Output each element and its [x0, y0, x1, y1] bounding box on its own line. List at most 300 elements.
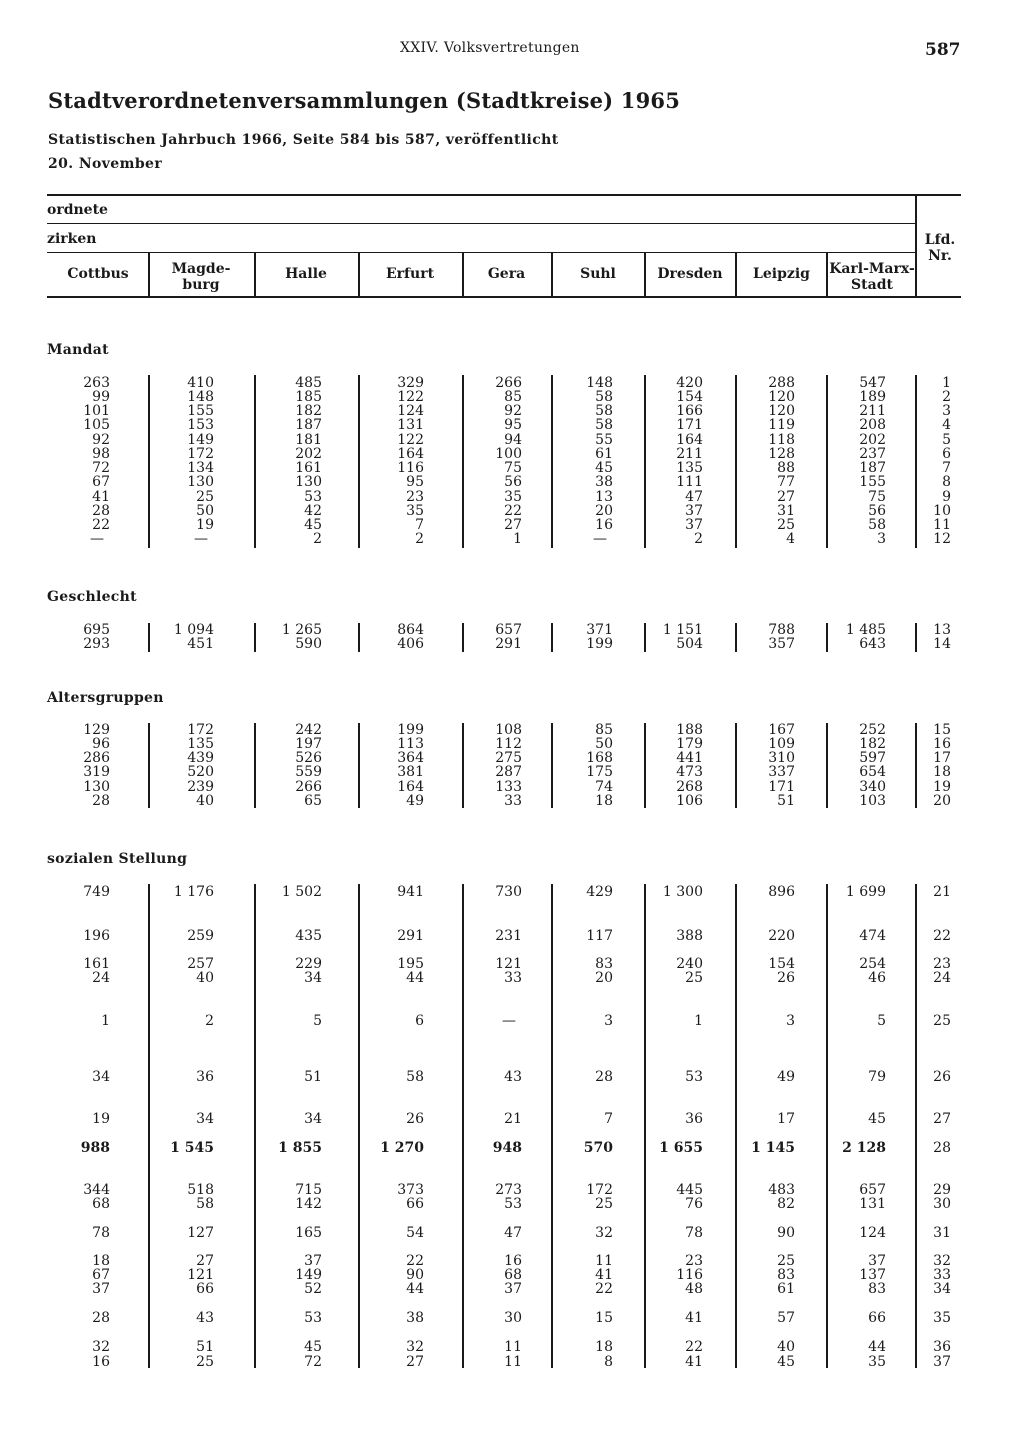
column-separator: [254, 723, 256, 808]
table-cell: 25: [685, 970, 703, 986]
table-cell: 58: [868, 517, 886, 533]
table-cell: 16: [92, 1354, 110, 1370]
table-cell: 78: [92, 1225, 110, 1241]
table-cell: 547: [859, 375, 886, 391]
table-cell: 49: [777, 1069, 795, 1085]
table-cell: 185: [295, 389, 322, 405]
table-cell: 381: [397, 764, 424, 780]
table-cell: 643: [859, 636, 886, 652]
table-cell: 131: [859, 1196, 886, 1212]
table-cell: 474: [859, 928, 886, 944]
table-cell: 263: [83, 375, 110, 391]
table-cell: 2: [415, 531, 424, 547]
table-cell: 5: [877, 1013, 886, 1029]
table-cell: 58: [595, 417, 613, 433]
table-cell: —: [502, 1013, 516, 1029]
table-cell: 18: [595, 1339, 613, 1355]
table-cell: 101: [83, 403, 110, 419]
row-number: 15: [933, 722, 951, 738]
table-cell: 95: [406, 474, 424, 490]
table-cell: 41: [595, 1267, 613, 1283]
table-cell: 11: [595, 1253, 613, 1269]
table-cell: 288: [768, 375, 795, 391]
column-header: [737, 266, 826, 282]
table-cell: 266: [495, 375, 522, 391]
table-cell: 1 699: [845, 884, 886, 900]
column-header-line: burg: [182, 277, 220, 293]
column-separator: [254, 623, 256, 652]
table-cell: 111: [676, 474, 703, 490]
column-separator: [915, 723, 917, 808]
table-cell: 231: [495, 928, 522, 944]
column-separator: [358, 723, 360, 808]
table-cell: 22: [406, 1253, 424, 1269]
table-cell: 329: [397, 375, 424, 391]
lfd-separator: [915, 196, 917, 297]
table-cell: 149: [187, 432, 214, 448]
row-number: 34: [933, 1281, 951, 1297]
table-cell: 340: [859, 779, 886, 795]
table-cell: 40: [196, 793, 214, 809]
row-number: 24: [933, 970, 951, 986]
table-cell: 439: [187, 750, 214, 766]
table-cell: 37: [504, 1281, 522, 1297]
header-rule-1: [47, 223, 915, 224]
table-cell: 1 855: [278, 1140, 322, 1156]
top-rule: [47, 194, 961, 196]
row-number: 6: [942, 446, 951, 462]
table-cell: 34: [92, 1069, 110, 1085]
table-cell: 37: [685, 503, 703, 519]
header-column-separator: [254, 253, 256, 297]
table-cell: 254: [859, 956, 886, 972]
table-cell: 597: [859, 750, 886, 766]
row-number: 12: [933, 531, 951, 547]
table-cell: 373: [397, 1182, 424, 1198]
table-cell: 337: [768, 764, 795, 780]
table-cell: 715: [295, 1182, 322, 1198]
table-cell: 211: [676, 446, 703, 462]
section-label: sozialen Stellung: [47, 851, 188, 867]
table-cell: 124: [859, 1225, 886, 1241]
table-cell: 35: [406, 503, 424, 519]
header-column-separator: [735, 253, 737, 297]
table-cell: 28: [92, 1310, 110, 1326]
table-cell: 53: [304, 1310, 322, 1326]
table-cell: 79: [868, 1069, 886, 1085]
table-cell: 657: [495, 622, 522, 638]
table-cell: 56: [504, 474, 522, 490]
table-cell: —: [593, 531, 607, 547]
table-cell: 286: [83, 750, 110, 766]
table-cell: 133: [495, 779, 522, 795]
row-number: 11: [933, 517, 951, 533]
table-cell: 257: [187, 956, 214, 972]
table-cell: 1 151: [662, 622, 703, 638]
table-cell: 1: [101, 1013, 110, 1029]
column-separator: [148, 884, 150, 1368]
row-number: 36: [933, 1339, 951, 1355]
table-cell: 75: [868, 489, 886, 505]
column-header-line: Cottbus: [67, 266, 129, 282]
table-cell: 32: [595, 1225, 613, 1241]
table-cell: 187: [859, 460, 886, 476]
table-cell: 319: [83, 764, 110, 780]
page-number: 587: [925, 40, 961, 60]
column-separator: [148, 723, 150, 808]
table-cell: 66: [196, 1281, 214, 1297]
column-separator: [915, 375, 917, 548]
table-cell: 2 128: [842, 1140, 886, 1156]
column-separator: [148, 375, 150, 548]
table-cell: 130: [83, 779, 110, 795]
table-cell: 559: [295, 764, 322, 780]
table-cell: 28: [92, 503, 110, 519]
row-number: 37: [933, 1354, 951, 1370]
table-cell: 51: [304, 1069, 322, 1085]
table-cell: 483: [768, 1182, 795, 1198]
table-cell: 371: [586, 622, 613, 638]
table-cell: 1 176: [173, 884, 214, 900]
table-cell: 18: [595, 793, 613, 809]
table-cell: 74: [595, 779, 613, 795]
table-cell: 164: [676, 432, 703, 448]
table-cell: 23: [406, 489, 424, 505]
table-cell: 485: [295, 375, 322, 391]
table-cell: 252: [859, 722, 886, 738]
table-cell: 17: [777, 1111, 795, 1127]
column-header: [255, 266, 357, 282]
table-cell: 58: [595, 389, 613, 405]
table-cell: 105: [83, 417, 110, 433]
table-cell: 520: [187, 764, 214, 780]
header-column-separator: [358, 253, 360, 297]
table-cell: 61: [777, 1281, 795, 1297]
column-header-line: Stadt: [851, 277, 893, 293]
table-cell: 441: [676, 750, 703, 766]
table-cell: 31: [777, 503, 795, 519]
table-cell: 164: [397, 446, 424, 462]
table-cell: 197: [295, 736, 322, 752]
row-number: 2: [942, 389, 951, 405]
table-cell: 196: [83, 928, 110, 944]
table-cell: 657: [859, 1182, 886, 1198]
table-cell: 182: [859, 736, 886, 752]
table-cell: 98: [92, 446, 110, 462]
table-cell: 175: [586, 764, 613, 780]
table-cell: 195: [397, 956, 424, 972]
table-cell: 99: [92, 389, 110, 405]
table-cell: 90: [406, 1267, 424, 1283]
table-cell: 96: [92, 736, 110, 752]
row-number: 20: [933, 793, 951, 809]
table-cell: 121: [187, 1267, 214, 1283]
table-cell: 188: [676, 722, 703, 738]
table-cell: 7: [415, 517, 424, 533]
table-cell: 181: [295, 432, 322, 448]
table-cell: 135: [676, 460, 703, 476]
table-cell: 1: [694, 1013, 703, 1029]
table-cell: 1 270: [380, 1140, 424, 1156]
table-cell: 154: [768, 956, 795, 972]
table-cell: 68: [92, 1196, 110, 1212]
table-cell: 43: [196, 1310, 214, 1326]
table-cell: 16: [504, 1253, 522, 1269]
table-cell: 189: [859, 389, 886, 405]
table-cell: 66: [868, 1310, 886, 1326]
table-cell: 25: [196, 489, 214, 505]
table-cell: 76: [685, 1196, 703, 1212]
table-cell: 49: [406, 793, 424, 809]
table-cell: 108: [495, 722, 522, 738]
table-cell: 11: [504, 1339, 522, 1355]
column-header: [829, 261, 915, 293]
table-cell: 134: [187, 460, 214, 476]
table-cell: 988: [80, 1140, 110, 1156]
table-cell: 172: [586, 1182, 613, 1198]
table-cell: 172: [187, 722, 214, 738]
table-cell: 50: [196, 503, 214, 519]
table-cell: 120: [768, 389, 795, 405]
header-column-separator: [551, 253, 553, 297]
row-number: 30: [933, 1196, 951, 1212]
table-cell: 90: [777, 1225, 795, 1241]
column-header: [150, 261, 252, 293]
table-cell: 1 545: [170, 1140, 214, 1156]
table-cell: 44: [868, 1339, 886, 1355]
table-cell: 48: [685, 1281, 703, 1297]
table-cell: 55: [595, 432, 613, 448]
table-cell: 119: [768, 417, 795, 433]
table-cell: 83: [777, 1267, 795, 1283]
table-cell: 83: [868, 1281, 886, 1297]
table-cell: 28: [92, 793, 110, 809]
table-cell: 33: [504, 793, 522, 809]
column-header: [463, 266, 550, 282]
table-cell: 58: [406, 1069, 424, 1085]
table-cell: 24: [92, 970, 110, 986]
table-cell: 654: [859, 764, 886, 780]
table-cell: 53: [504, 1196, 522, 1212]
table-cell: 51: [777, 793, 795, 809]
table-cell: 36: [685, 1111, 703, 1127]
table-cell: 47: [685, 489, 703, 505]
table-cell: 66: [406, 1196, 424, 1212]
table-cell: 58: [196, 1196, 214, 1212]
table-cell: 103: [859, 793, 886, 809]
table-cell: 19: [92, 1111, 110, 1127]
row-number: 14: [933, 636, 951, 652]
row-number: 35: [933, 1310, 951, 1326]
table-cell: 83: [595, 956, 613, 972]
table-cell: 948: [492, 1140, 522, 1156]
table-cell: 171: [768, 779, 795, 795]
column-header-line: Erfurt: [385, 266, 435, 282]
table-cell: 344: [83, 1182, 110, 1198]
row-number: 23: [933, 956, 951, 972]
row-number: 7: [942, 460, 951, 476]
row-number: 13: [933, 622, 951, 638]
table-cell: 137: [859, 1267, 886, 1283]
table-cell: 45: [868, 1111, 886, 1127]
table-cell: 75: [504, 460, 522, 476]
table-cell: 15: [595, 1310, 613, 1326]
column-header-line: Gera: [487, 266, 526, 282]
table-cell: 122: [397, 432, 424, 448]
table-cell: 202: [859, 432, 886, 448]
table-cell: 504: [676, 636, 703, 652]
table-cell: 749: [83, 884, 110, 900]
table-cell: 1 502: [281, 884, 322, 900]
table-cell: 155: [187, 403, 214, 419]
row-number: 27: [933, 1111, 951, 1127]
running-title: XXIV. Volksvertretungen: [400, 40, 580, 56]
table-cell: 41: [685, 1354, 703, 1370]
table-cell: 1 300: [662, 884, 703, 900]
table-cell: 941: [397, 884, 424, 900]
table-cell: 1 265: [281, 622, 322, 638]
table-cell: 58: [595, 403, 613, 419]
table-cell: 25: [196, 1354, 214, 1370]
table-cell: 896: [768, 884, 795, 900]
table-cell: 239: [187, 779, 214, 795]
column-header-line: Halle: [285, 266, 327, 282]
table-cell: —: [90, 531, 104, 547]
table-cell: 72: [304, 1354, 322, 1370]
column-separator: [148, 623, 150, 652]
table-cell: 67: [92, 474, 110, 490]
table-cell: 25: [777, 517, 795, 533]
header-column-separator: [148, 253, 150, 297]
table-cell: 33: [504, 970, 522, 986]
table-cell: 410: [187, 375, 214, 391]
table-cell: 128: [768, 446, 795, 462]
table-cell: 406: [397, 636, 424, 652]
table-cell: 518: [187, 1182, 214, 1198]
table-cell: 44: [406, 970, 424, 986]
table-cell: 37: [868, 1253, 886, 1269]
table-cell: 92: [504, 403, 522, 419]
table-cell: 149: [295, 1267, 322, 1283]
table-cell: 129: [83, 722, 110, 738]
table-cell: 45: [304, 1339, 322, 1355]
table-cell: 1 655: [659, 1140, 703, 1156]
table-cell: 590: [295, 636, 322, 652]
table-cell: 35: [868, 1354, 886, 1370]
table-cell: 120: [768, 403, 795, 419]
table-cell: 26: [406, 1111, 424, 1127]
row-number: 8: [942, 474, 951, 490]
table-cell: 27: [504, 517, 522, 533]
table-cell: 85: [595, 722, 613, 738]
table-cell: 42: [304, 503, 322, 519]
table-cell: 240: [676, 956, 703, 972]
table-cell: 268: [676, 779, 703, 795]
row-number: 25: [933, 1013, 951, 1029]
table-cell: 54: [406, 1225, 424, 1241]
table-cell: 291: [495, 636, 522, 652]
table-cell: 266: [295, 779, 322, 795]
table-cell: 32: [406, 1339, 424, 1355]
table-cell: 259: [187, 928, 214, 944]
column-header: [360, 266, 460, 282]
table-cell: 168: [586, 750, 613, 766]
lfd-header: Lfd. Nr.: [924, 232, 956, 264]
table-cell: 116: [676, 1267, 703, 1283]
row-number: 4: [942, 417, 951, 433]
column-header-line: Dresden: [657, 266, 723, 282]
table-cell: 43: [504, 1069, 522, 1085]
table-cell: 208: [859, 417, 886, 433]
table-cell: 45: [777, 1354, 795, 1370]
table-cell: 310: [768, 750, 795, 766]
table-cell: 20: [595, 970, 613, 986]
section-label: Geschlecht: [47, 589, 137, 605]
table-cell: 88: [777, 460, 795, 476]
table-cell: 526: [295, 750, 322, 766]
table-cell: 78: [685, 1225, 703, 1241]
table-cell: —: [194, 531, 208, 547]
table-cell: 273: [495, 1182, 522, 1198]
table-cell: 695: [83, 622, 110, 638]
column-header: [48, 266, 148, 282]
subtitle-line-1: Statistischen Jahrbuch 1966, Seite 584 bis 587, veröffentlicht: [48, 132, 559, 148]
table-cell: 1 094: [173, 622, 214, 638]
table-cell: 4: [786, 531, 795, 547]
row-number: 5: [942, 432, 951, 448]
table-cell: 1: [513, 531, 522, 547]
section-label: Mandat: [47, 342, 109, 358]
table-cell: 56: [868, 503, 886, 519]
table-cell: 45: [304, 517, 322, 533]
table-cell: 72: [92, 460, 110, 476]
table-cell: 65: [304, 793, 322, 809]
table-cell: 28: [595, 1069, 613, 1085]
table-cell: 570: [583, 1140, 613, 1156]
table-cell: 22: [92, 517, 110, 533]
table-cell: 445: [676, 1182, 703, 1198]
table-cell: 388: [676, 928, 703, 944]
table-cell: 30: [504, 1310, 522, 1326]
column-header-line: Karl-Marx-: [829, 261, 915, 277]
table-cell: 730: [495, 884, 522, 900]
row-number: 26: [933, 1069, 951, 1085]
table-cell: 40: [777, 1339, 795, 1355]
table-cell: 451: [187, 636, 214, 652]
header-rule-2: [47, 252, 915, 253]
row-number: 17: [933, 750, 951, 766]
table-cell: 364: [397, 750, 424, 766]
row-number: 10: [933, 503, 951, 519]
table-cell: 116: [397, 460, 424, 476]
table-cell: 8: [604, 1354, 613, 1370]
table-cell: 357: [768, 636, 795, 652]
table-cell: 34: [304, 1111, 322, 1127]
table-cell: 167: [768, 722, 795, 738]
table-cell: 435: [295, 928, 322, 944]
table-cell: 109: [768, 736, 795, 752]
table-cell: 220: [768, 928, 795, 944]
table-cell: 473: [676, 764, 703, 780]
table-cell: 38: [595, 474, 613, 490]
table-cell: 106: [676, 793, 703, 809]
table-cell: 36: [196, 1069, 214, 1085]
table-cell: 37: [685, 517, 703, 533]
table-cell: 1 485: [845, 622, 886, 638]
table-cell: 52: [304, 1281, 322, 1297]
table-cell: 68: [504, 1267, 522, 1283]
table-cell: 34: [304, 970, 322, 986]
